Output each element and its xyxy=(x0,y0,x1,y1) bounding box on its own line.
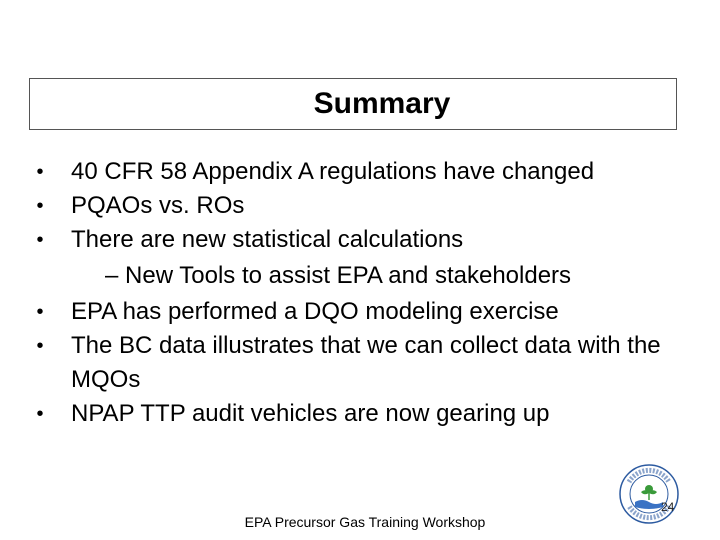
bullet-text: EPA has performed a DQO modeling exercise xyxy=(71,298,559,325)
bullet-item xyxy=(30,329,670,397)
bullet-item xyxy=(30,155,670,189)
title-box xyxy=(29,78,677,130)
bullet-text: NPAP TTP audit vehicles are now gearing up xyxy=(71,400,550,427)
seal-ring-lettering xyxy=(629,470,669,482)
bullet-marker: • xyxy=(36,161,44,183)
bullet-marker: • xyxy=(36,195,44,217)
bullet-marker: • xyxy=(36,301,44,323)
bullet-text: 40 CFR 58 Appendix A regulations have changed xyxy=(71,158,595,185)
bullet-text: There are new statistical calculations xyxy=(71,226,464,253)
bullet-item xyxy=(30,189,670,223)
sub-bullet-item: – New Tools to assist EPA and stakeholders xyxy=(105,262,572,289)
bullet-marker: • xyxy=(36,229,44,251)
bullet-text: PQAOs vs. ROs xyxy=(71,192,245,219)
bullet-item xyxy=(30,223,670,257)
bullet-item xyxy=(30,295,670,329)
seal-water xyxy=(635,500,663,509)
slide-title: Summary xyxy=(313,87,451,120)
bullet-item xyxy=(30,397,670,431)
page-number: 24 xyxy=(661,500,675,514)
bullet-list xyxy=(30,155,670,431)
bullet-text: The BC data illustrates that we can collect data with the MQOs xyxy=(71,332,661,393)
footer-text: EPA Precursor Gas Training Workshop xyxy=(244,514,486,530)
bullet-marker: • xyxy=(36,335,44,357)
bullet-marker: • xyxy=(36,403,44,425)
